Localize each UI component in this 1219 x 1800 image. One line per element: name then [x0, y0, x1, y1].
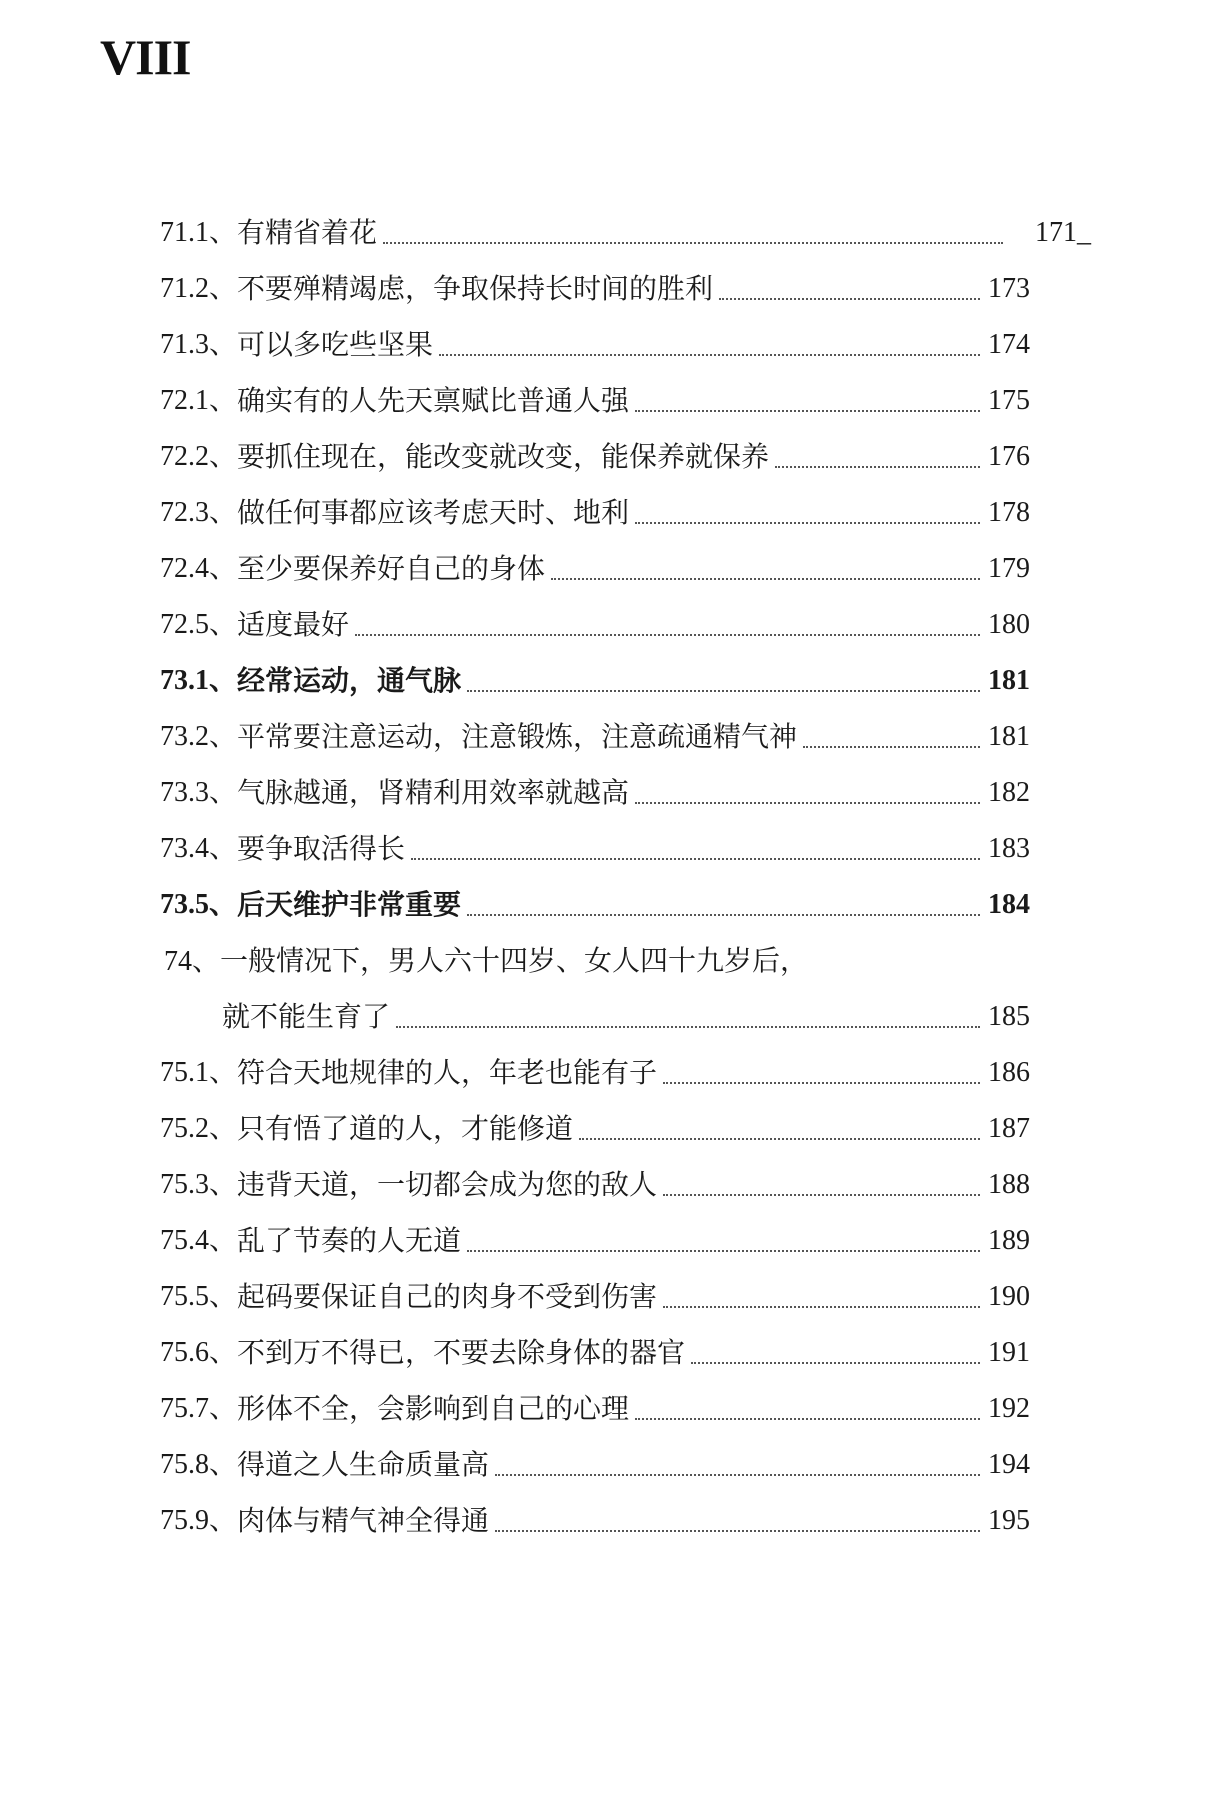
toc-entry-title: 适度最好: [237, 608, 350, 641]
toc-entry[interactable]: [160, 373, 1030, 429]
toc-entry[interactable]: [160, 485, 1030, 541]
toc-entry-number: 71.2、: [160, 273, 238, 304]
toc-entry-page: 186: [988, 1057, 1030, 1088]
dot-leader: [663, 1305, 980, 1308]
toc-entry[interactable]: [160, 541, 1030, 597]
toc-entry[interactable]: [160, 205, 1095, 261]
dot-leader: [439, 353, 980, 356]
dot-leader: [663, 1193, 980, 1196]
toc-entry-line2: [160, 989, 1030, 1045]
toc-entry[interactable]: [160, 1045, 1030, 1101]
toc-entry-title: 可以多吃些坚果: [237, 328, 434, 361]
toc-entry-page: 179: [988, 553, 1030, 584]
toc-entry-number: 72.5、: [160, 609, 238, 640]
dot-leader: [467, 913, 980, 916]
toc-entry-page: 185: [988, 1001, 1030, 1032]
toc-entry-bold[interactable]: [160, 653, 1030, 709]
toc-entry-title: 起码要保证自己的肉身不受到伤害: [237, 1280, 658, 1313]
toc-entry[interactable]: [160, 1213, 1030, 1269]
dot-leader: [383, 241, 1003, 244]
dot-leader: [635, 1417, 980, 1420]
toc-entry-page: 189: [988, 1225, 1030, 1256]
toc-entry-number: 75.4、: [160, 1225, 238, 1256]
dot-leader: [635, 521, 980, 524]
toc-entry-page: 178: [988, 497, 1030, 528]
dot-leader: [467, 1249, 980, 1252]
toc-entry-title: 乱了节奏的人无道: [237, 1224, 462, 1257]
toc-entry-number: 73.2、: [160, 721, 238, 752]
dot-leader: [663, 1081, 980, 1084]
dot-leader: [355, 633, 980, 636]
dot-leader: [396, 1025, 980, 1028]
toc-entry-page: 174: [988, 329, 1030, 360]
toc-entry-title-continued: 就不能生育了: [222, 1000, 391, 1033]
toc-entry-page: 181: [988, 721, 1030, 752]
toc-entry[interactable]: [160, 261, 1030, 317]
toc-entry[interactable]: [160, 1325, 1030, 1381]
toc-entry-number: 72.2、: [160, 441, 238, 472]
toc-entry-title: 一般情况下，男人六十四岁、女人四十九岁后，: [220, 944, 809, 977]
dot-leader: [775, 465, 980, 468]
dot-leader: [635, 409, 980, 412]
toc-entry[interactable]: [160, 1157, 1030, 1213]
toc-entry-page: 188: [988, 1169, 1030, 1200]
toc-entry[interactable]: [160, 1101, 1030, 1157]
toc-entry-page: 183: [988, 833, 1030, 864]
dot-leader: [691, 1361, 980, 1364]
toc-entry-number: 71.1、: [160, 217, 238, 248]
dot-leader: [467, 689, 980, 692]
toc-entry[interactable]: [160, 1381, 1030, 1437]
toc-entry-title: 经常运动，通气脉: [237, 664, 462, 697]
toc-entry-page: 181: [988, 665, 1030, 696]
toc-entry-bold[interactable]: [160, 877, 1030, 933]
toc-entry-line1: [160, 933, 1030, 989]
dot-leader: [411, 857, 980, 860]
toc-entry[interactable]: [160, 765, 1030, 821]
dot-leader: [495, 1473, 980, 1476]
toc-entry-title: 有精省着花: [237, 216, 378, 249]
toc-entry-number: 75.2、: [160, 1113, 238, 1144]
toc-entry-page: 182: [988, 777, 1030, 808]
toc-entry-title: 后天维护非常重要: [237, 888, 462, 921]
toc-entry-number: 73.5、: [160, 889, 238, 920]
toc-entry-title: 要争取活得长: [237, 832, 406, 865]
toc-entry-multiline[interactable]: [160, 933, 1030, 1045]
toc-entry-number: 74、: [164, 946, 221, 977]
toc-entry-page: 176: [988, 441, 1030, 472]
toc-entry-page: 191: [988, 1337, 1030, 1368]
toc-entry[interactable]: [160, 317, 1030, 373]
toc-entry-number: 75.3、: [160, 1169, 238, 1200]
toc-entry-number: 75.9、: [160, 1505, 238, 1536]
toc-entry[interactable]: [160, 709, 1030, 765]
toc-entry-page: 175: [988, 385, 1030, 416]
toc-entry-page: 173: [988, 273, 1030, 304]
toc-entry[interactable]: [160, 821, 1030, 877]
table-of-contents: [160, 205, 1091, 1549]
dot-leader: [719, 297, 980, 300]
toc-entry-page: 195: [988, 1505, 1030, 1536]
toc-entry-number: 72.1、: [160, 385, 238, 416]
toc-entry-number: 73.1、: [160, 665, 238, 696]
toc-entry-number: 75.1、: [160, 1057, 238, 1088]
toc-entry-number: 75.8、: [160, 1449, 238, 1480]
toc-entry[interactable]: [160, 597, 1030, 653]
toc-entry[interactable]: [160, 429, 1030, 485]
toc-entry[interactable]: [160, 1437, 1030, 1493]
toc-entry-title: 符合天地规律的人，年老也能有子: [237, 1056, 658, 1089]
toc-entry-title: 不到万不得已，不要去除身体的器官: [237, 1336, 686, 1369]
toc-entry-title: 平常要注意运动，注意锻炼，注意疏通精气神: [237, 720, 798, 753]
toc-entry-number: 72.3、: [160, 497, 238, 528]
toc-entry-number: 72.4、: [160, 553, 238, 584]
toc-entry-title: 气脉越通，肾精利用效率就越高: [237, 776, 630, 809]
dot-leader: [551, 577, 980, 580]
toc-entry[interactable]: [160, 1493, 1030, 1549]
toc-entry-title: 肉体与精气神全得通: [237, 1504, 490, 1537]
dot-leader: [803, 745, 980, 748]
toc-entry-page: 180: [988, 609, 1030, 640]
toc-entry-title: 不要殚精竭虑，争取保持长时间的胜利: [237, 272, 714, 305]
toc-entry-number: 75.7、: [160, 1393, 238, 1424]
dot-leader: [495, 1529, 980, 1532]
toc-entry-page: 192: [988, 1393, 1030, 1424]
toc-entry-number: 75.6、: [160, 1337, 238, 1368]
toc-entry-title: 至少要保养好自己的身体: [237, 552, 546, 585]
toc-entry-page: 190: [988, 1281, 1030, 1312]
toc-entry-page: 171_: [1035, 217, 1091, 248]
toc-entry-number: 73.3、: [160, 777, 238, 808]
toc-entry-title: 违背天道，一切都会成为您的敌人: [237, 1168, 658, 1201]
toc-entry-page: 184: [988, 889, 1030, 920]
toc-entry-title: 确实有的人先天禀赋比普通人强: [237, 384, 630, 417]
toc-entry-title: 要抓住现在，能改变就改变，能保养就保养: [237, 440, 770, 473]
toc-entry-number: 73.4、: [160, 833, 238, 864]
toc-entry-number: 75.5、: [160, 1281, 238, 1312]
toc-entry[interactable]: [160, 1269, 1030, 1325]
toc-entry-title: 形体不全，会影响到自己的心理: [237, 1392, 630, 1425]
toc-entry-number: 71.3、: [160, 329, 238, 360]
toc-entry-title: 得道之人生命质量高: [237, 1448, 490, 1481]
toc-entry-page: 194: [988, 1449, 1030, 1480]
page-number: VIII: [100, 29, 191, 85]
toc-entry-title: 做任何事都应该考虑天时、地利: [237, 496, 630, 529]
toc-entry-title: 只有悟了道的人，才能修道: [237, 1112, 574, 1145]
dot-leader: [635, 801, 980, 804]
dot-leader: [579, 1137, 980, 1140]
toc-entry-page: 187: [988, 1113, 1030, 1144]
